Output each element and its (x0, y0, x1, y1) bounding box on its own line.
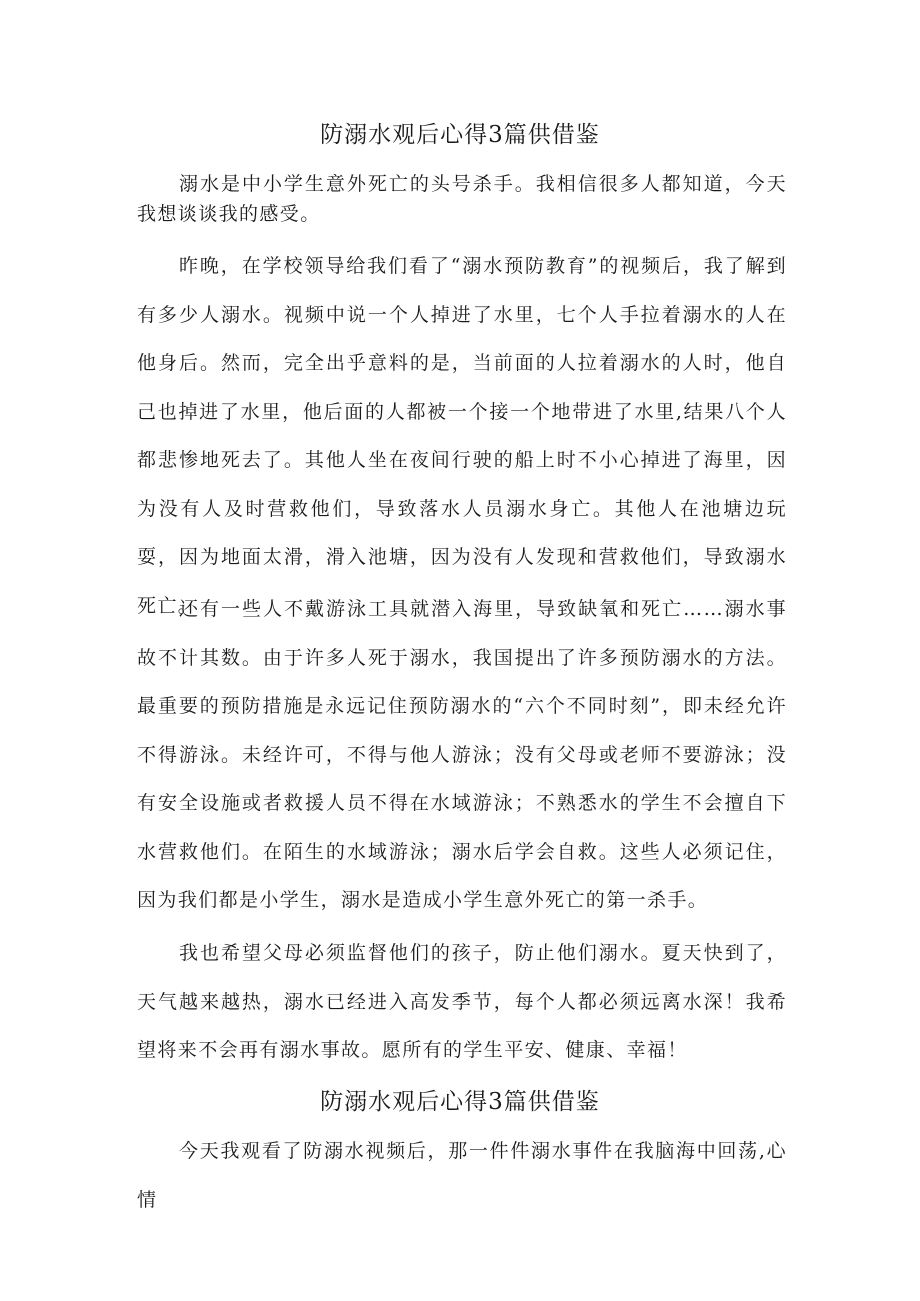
paragraph-second-intro: 今天我观看了防溺水视频后，那一件件溺水事件在我脑海中回荡,心情 (137, 1140, 787, 1211)
paragraph-intro: 溺水是中小学生意外死亡的头号杀手。我相信很多人都知道，今天我想谈谈我的感受。 (137, 173, 787, 225)
paragraph-hope: 我也希望父母必须监督他们的孩子，防止他们溺水。夏天快到了，天气越来越热，溺水已经进入高发季节，每个人都必须远离水深！我希望将来不会再有溺水事故。愿所有的学生平安、健康、幸福！ (137, 942, 787, 1061)
document-title: 防溺水观后心得3篇供借鉴 (320, 122, 600, 148)
second-document-title: 防溺水观后心得3篇供借鉴 (320, 1089, 600, 1115)
paragraph-video-story: 昨晚，在学校领导给我们看了“溺水预防教育”的视频后，我了解到有多少人溺水。视频中说一个人掉进了水里，七个人手拉着溺水的人在他身后。然而，完全出乎意料的是，当前面的人拉着溺水的人时，他自己也掉进了水里，他后面的人都被一个接一个地带进了水里,结果八个人都悲惨地死去了。其他人坐在夜间行驶的船上时不小心掉进了海里，因为没有人及时营救他们，导致落水人员溺水身亡。其他人在池塘边玩耍，因为地面太滑，滑入池塘，因为没有人发现和营救他们，导致溺水死亡。 (137, 255, 787, 617)
paragraph-prevention: 还有一些人不戴游泳工具就潜入海里，导致缺氧和死亡……溺水事故不计其数。由于许多人死于溺水，我国提出了许多预防溺水的方法。最重要的预防措施是永远记住预防溺水的“六个不同时刻”，即未经允许不得游泳。未经许可，不得与他人游泳；没有父母或老师不要游泳；没有安全设施或者救援人员不得在水域游泳；不熟悉水的学生不会擅自下水营救他们。在陌生的水域游泳；溺水后学会自救。这些人必须记住，因为我们都是小学生，溺水是造成小学生意外死亡的第一杀手。 (137, 598, 787, 911)
